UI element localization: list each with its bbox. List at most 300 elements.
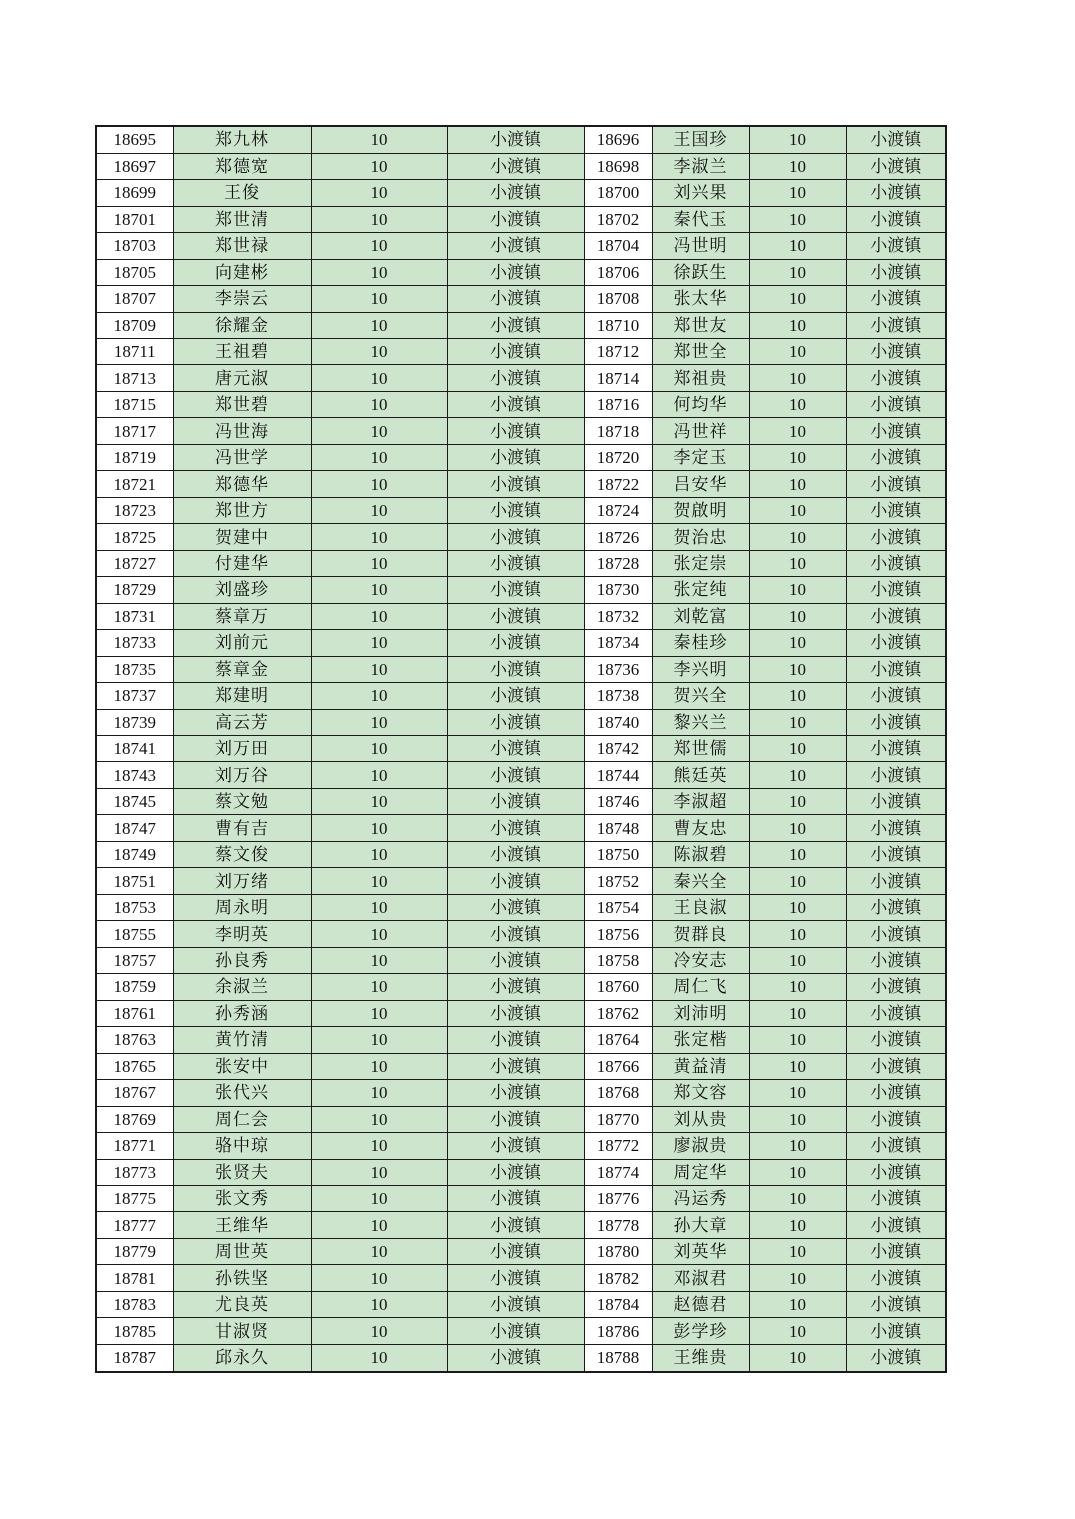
name-cell: 郑世儒 [652,736,749,762]
table-row [96,815,946,841]
table-row [96,180,946,206]
id-cell: 18756 [584,921,652,947]
town-cell: 小渡镇 [447,153,584,179]
value-cell: 10 [311,709,447,735]
town-cell: 小渡镇 [846,630,946,656]
name-cell: 付建华 [173,550,311,576]
id-cell: 18737 [96,683,173,709]
town-cell: 小渡镇 [846,1344,946,1372]
value-cell: 10 [749,1027,846,1053]
table-row [96,1212,946,1238]
town-cell: 小渡镇 [447,524,584,550]
value-cell: 10 [311,1291,447,1317]
name-cell: 李崇云 [173,286,311,312]
value-cell: 10 [749,497,846,523]
name-cell: 邱永久 [173,1344,311,1372]
name-cell: 贺啟明 [652,497,749,523]
value-cell: 10 [749,1265,846,1291]
town-cell: 小渡镇 [447,762,584,788]
id-cell: 18752 [584,868,652,894]
value-cell: 10 [311,1265,447,1291]
id-cell: 18729 [96,577,173,603]
value-cell: 10 [311,630,447,656]
id-cell: 18701 [96,206,173,232]
id-cell: 18773 [96,1159,173,1185]
value-cell: 10 [311,233,447,259]
roster-table [95,125,947,1373]
town-cell: 小渡镇 [447,312,584,338]
town-cell: 小渡镇 [846,471,946,497]
town-cell: 小渡镇 [846,1080,946,1106]
value-cell: 10 [749,1106,846,1132]
town-cell: 小渡镇 [447,444,584,470]
name-cell: 郑世方 [173,497,311,523]
id-cell: 18730 [584,577,652,603]
table-row [96,1238,946,1264]
id-cell: 18767 [96,1080,173,1106]
name-cell: 刘乾富 [652,603,749,629]
id-cell: 18726 [584,524,652,550]
town-cell: 小渡镇 [447,577,584,603]
town-cell: 小渡镇 [846,974,946,1000]
town-cell: 小渡镇 [447,391,584,417]
town-cell: 小渡镇 [447,1133,584,1159]
town-cell: 小渡镇 [846,1212,946,1238]
value-cell: 10 [749,1318,846,1344]
town-cell: 小渡镇 [846,524,946,550]
id-cell: 18728 [584,550,652,576]
id-cell: 18697 [96,153,173,179]
name-cell: 秦代玉 [652,206,749,232]
value-cell: 10 [311,1212,447,1238]
value-cell: 10 [749,153,846,179]
table-row [96,286,946,312]
value-cell: 10 [311,365,447,391]
name-cell: 高云芳 [173,709,311,735]
name-cell: 刘兴果 [652,180,749,206]
table-row [96,1291,946,1317]
name-cell: 刘万谷 [173,762,311,788]
value-cell: 10 [749,1212,846,1238]
value-cell: 10 [749,126,846,153]
id-cell: 18779 [96,1238,173,1264]
id-cell: 18777 [96,1212,173,1238]
value-cell: 10 [311,206,447,232]
value-cell: 10 [749,577,846,603]
table-row [96,894,946,920]
value-cell: 10 [749,683,846,709]
id-cell: 18778 [584,1212,652,1238]
table-row [96,1185,946,1211]
name-cell: 张定崇 [652,550,749,576]
id-cell: 18749 [96,841,173,867]
name-cell: 孙良秀 [173,947,311,973]
value-cell: 10 [749,233,846,259]
id-cell: 18766 [584,1053,652,1079]
value-cell: 10 [749,709,846,735]
table-row [96,1159,946,1185]
id-cell: 18759 [96,974,173,1000]
id-cell: 18715 [96,391,173,417]
name-cell: 张文秀 [173,1185,311,1211]
id-cell: 18705 [96,259,173,285]
value-cell: 10 [749,603,846,629]
town-cell: 小渡镇 [846,709,946,735]
value-cell: 10 [311,1000,447,1026]
name-cell: 刘英华 [652,1238,749,1264]
town-cell: 小渡镇 [846,788,946,814]
table-row [96,762,946,788]
table-row [96,868,946,894]
id-cell: 18739 [96,709,173,735]
id-cell: 18708 [584,286,652,312]
id-cell: 18736 [584,656,652,682]
id-cell: 18744 [584,762,652,788]
value-cell: 10 [749,1185,846,1211]
value-cell: 10 [311,550,447,576]
town-cell: 小渡镇 [846,1238,946,1264]
table-row [96,524,946,550]
value-cell: 10 [749,286,846,312]
town-cell: 小渡镇 [447,259,584,285]
value-cell: 10 [749,1159,846,1185]
town-cell: 小渡镇 [846,286,946,312]
town-cell: 小渡镇 [846,338,946,364]
id-cell: 18781 [96,1265,173,1291]
id-cell: 18758 [584,947,652,973]
name-cell: 冯世祥 [652,418,749,444]
table-row [96,577,946,603]
value-cell: 10 [311,603,447,629]
value-cell: 10 [311,947,447,973]
name-cell: 黄竹清 [173,1027,311,1053]
town-cell: 小渡镇 [846,683,946,709]
value-cell: 10 [749,259,846,285]
id-cell: 18719 [96,444,173,470]
town-cell: 小渡镇 [846,312,946,338]
value-cell: 10 [749,788,846,814]
id-cell: 18768 [584,1080,652,1106]
id-cell: 18788 [584,1344,652,1372]
name-cell: 蔡章万 [173,603,311,629]
table-row [96,683,946,709]
town-cell: 小渡镇 [447,1106,584,1132]
town-cell: 小渡镇 [846,762,946,788]
value-cell: 10 [749,206,846,232]
name-cell: 刘盛珍 [173,577,311,603]
town-cell: 小渡镇 [846,444,946,470]
town-cell: 小渡镇 [447,788,584,814]
town-cell: 小渡镇 [447,894,584,920]
town-cell: 小渡镇 [447,974,584,1000]
value-cell: 10 [749,815,846,841]
name-cell: 郑世清 [173,206,311,232]
value-cell: 10 [311,259,447,285]
name-cell: 曹友忠 [652,815,749,841]
town-cell: 小渡镇 [447,868,584,894]
table-row [96,153,946,179]
id-cell: 18746 [584,788,652,814]
id-cell: 18711 [96,338,173,364]
id-cell: 18720 [584,444,652,470]
name-cell: 陈淑碧 [652,841,749,867]
id-cell: 18727 [96,550,173,576]
name-cell: 周仁飞 [652,974,749,1000]
value-cell: 10 [311,338,447,364]
town-cell: 小渡镇 [447,1238,584,1264]
value-cell: 10 [749,1238,846,1264]
id-cell: 18702 [584,206,652,232]
value-cell: 10 [311,126,447,153]
id-cell: 18785 [96,1318,173,1344]
town-cell: 小渡镇 [846,391,946,417]
value-cell: 10 [311,921,447,947]
name-cell: 冯世明 [652,233,749,259]
name-cell: 秦桂珍 [652,630,749,656]
name-cell: 李明英 [173,921,311,947]
id-cell: 18742 [584,736,652,762]
value-cell: 10 [749,471,846,497]
town-cell: 小渡镇 [846,815,946,841]
town-cell: 小渡镇 [846,841,946,867]
name-cell: 孙大章 [652,1212,749,1238]
name-cell: 贺治忠 [652,524,749,550]
town-cell: 小渡镇 [447,497,584,523]
id-cell: 18764 [584,1027,652,1053]
table-row [96,1000,946,1026]
value-cell: 10 [749,524,846,550]
town-cell: 小渡镇 [447,947,584,973]
value-cell: 10 [749,868,846,894]
town-cell: 小渡镇 [447,1344,584,1372]
name-cell: 向建彬 [173,259,311,285]
town-cell: 小渡镇 [846,1159,946,1185]
town-cell: 小渡镇 [846,153,946,179]
value-cell: 10 [311,577,447,603]
name-cell: 李淑超 [652,788,749,814]
id-cell: 18709 [96,312,173,338]
value-cell: 10 [311,762,447,788]
table-row [96,974,946,1000]
id-cell: 18734 [584,630,652,656]
name-cell: 郑世禄 [173,233,311,259]
value-cell: 10 [311,1238,447,1264]
table-row [96,1133,946,1159]
town-cell: 小渡镇 [846,894,946,920]
name-cell: 徐耀金 [173,312,311,338]
id-cell: 18776 [584,1185,652,1211]
town-cell: 小渡镇 [447,1080,584,1106]
value-cell: 10 [749,630,846,656]
id-cell: 18700 [584,180,652,206]
id-cell: 18762 [584,1000,652,1026]
town-cell: 小渡镇 [447,1053,584,1079]
id-cell: 18706 [584,259,652,285]
table-row [96,338,946,364]
town-cell: 小渡镇 [447,418,584,444]
name-cell: 王俊 [173,180,311,206]
town-cell: 小渡镇 [846,206,946,232]
town-cell: 小渡镇 [846,497,946,523]
id-cell: 18738 [584,683,652,709]
id-cell: 18747 [96,815,173,841]
id-cell: 18722 [584,471,652,497]
town-cell: 小渡镇 [447,683,584,709]
name-cell: 吕安华 [652,471,749,497]
name-cell: 郑建明 [173,683,311,709]
id-cell: 18769 [96,1106,173,1132]
id-cell: 18731 [96,603,173,629]
town-cell: 小渡镇 [447,603,584,629]
town-cell: 小渡镇 [447,1212,584,1238]
name-cell: 张太华 [652,286,749,312]
id-cell: 18765 [96,1053,173,1079]
value-cell: 10 [749,444,846,470]
town-cell: 小渡镇 [846,656,946,682]
name-cell: 尤良英 [173,1291,311,1317]
id-cell: 18718 [584,418,652,444]
id-cell: 18717 [96,418,173,444]
name-cell: 甘淑贤 [173,1318,311,1344]
name-cell: 周世英 [173,1238,311,1264]
table-row [96,126,946,153]
town-cell: 小渡镇 [447,206,584,232]
value-cell: 10 [311,1318,447,1344]
name-cell: 骆中琼 [173,1133,311,1159]
table-row [96,418,946,444]
id-cell: 18714 [584,365,652,391]
value-cell: 10 [311,656,447,682]
table-row [96,921,946,947]
value-cell: 10 [749,894,846,920]
town-cell: 小渡镇 [447,1291,584,1317]
name-cell: 张代兴 [173,1080,311,1106]
town-cell: 小渡镇 [846,868,946,894]
town-cell: 小渡镇 [447,1265,584,1291]
town-cell: 小渡镇 [846,233,946,259]
town-cell: 小渡镇 [447,921,584,947]
name-cell: 王维贵 [652,1344,749,1372]
id-cell: 18699 [96,180,173,206]
name-cell: 王国珍 [652,126,749,153]
town-cell: 小渡镇 [447,630,584,656]
town-cell: 小渡镇 [846,1027,946,1053]
table-row [96,1265,946,1291]
id-cell: 18780 [584,1238,652,1264]
value-cell: 10 [749,312,846,338]
name-cell: 郑世全 [652,338,749,364]
value-cell: 10 [311,418,447,444]
town-cell: 小渡镇 [846,736,946,762]
name-cell: 刘从贵 [652,1106,749,1132]
table-row [96,1344,946,1372]
value-cell: 10 [749,365,846,391]
value-cell: 10 [749,762,846,788]
name-cell: 蔡文俊 [173,841,311,867]
town-cell: 小渡镇 [447,126,584,153]
name-cell: 王祖碧 [173,338,311,364]
name-cell: 郑文容 [652,1080,749,1106]
value-cell: 10 [311,153,447,179]
id-cell: 18757 [96,947,173,973]
value-cell: 10 [749,1053,846,1079]
value-cell: 10 [311,788,447,814]
value-cell: 10 [749,418,846,444]
id-cell: 18761 [96,1000,173,1026]
name-cell: 廖淑贵 [652,1133,749,1159]
name-cell: 秦兴全 [652,868,749,894]
name-cell: 张定纯 [652,577,749,603]
table-row [96,550,946,576]
name-cell: 刘万绪 [173,868,311,894]
value-cell: 10 [749,338,846,364]
town-cell: 小渡镇 [846,1053,946,1079]
table-row [96,365,946,391]
name-cell: 周永明 [173,894,311,920]
id-cell: 18703 [96,233,173,259]
value-cell: 10 [749,1291,846,1317]
value-cell: 10 [311,1344,447,1372]
id-cell: 18696 [584,126,652,153]
town-cell: 小渡镇 [846,418,946,444]
table-row [96,1318,946,1344]
value-cell: 10 [311,894,447,920]
name-cell: 郑九林 [173,126,311,153]
value-cell: 10 [749,974,846,1000]
name-cell: 郑德宽 [173,153,311,179]
value-cell: 10 [311,974,447,1000]
name-cell: 邓淑君 [652,1265,749,1291]
name-cell: 贺兴全 [652,683,749,709]
value-cell: 10 [749,1133,846,1159]
town-cell: 小渡镇 [846,603,946,629]
value-cell: 10 [311,497,447,523]
town-cell: 小渡镇 [447,736,584,762]
id-cell: 18748 [584,815,652,841]
table-row [96,1053,946,1079]
name-cell: 熊廷英 [652,762,749,788]
table-row [96,233,946,259]
name-cell: 王维华 [173,1212,311,1238]
value-cell: 10 [311,444,447,470]
town-cell: 小渡镇 [846,947,946,973]
id-cell: 18750 [584,841,652,867]
town-cell: 小渡镇 [846,1265,946,1291]
table-row [96,736,946,762]
name-cell: 黎兴兰 [652,709,749,735]
value-cell: 10 [311,1106,447,1132]
id-cell: 18772 [584,1133,652,1159]
id-cell: 18787 [96,1344,173,1372]
town-cell: 小渡镇 [447,286,584,312]
id-cell: 18723 [96,497,173,523]
town-cell: 小渡镇 [846,577,946,603]
name-cell: 张定楷 [652,1027,749,1053]
town-cell: 小渡镇 [846,1133,946,1159]
id-cell: 18725 [96,524,173,550]
town-cell: 小渡镇 [447,233,584,259]
value-cell: 10 [311,180,447,206]
id-cell: 18710 [584,312,652,338]
table-row [96,788,946,814]
town-cell: 小渡镇 [846,1291,946,1317]
town-cell: 小渡镇 [846,259,946,285]
id-cell: 18732 [584,603,652,629]
value-cell: 10 [311,471,447,497]
name-cell: 蔡章金 [173,656,311,682]
name-cell: 孙秀涵 [173,1000,311,1026]
name-cell: 刘万田 [173,736,311,762]
